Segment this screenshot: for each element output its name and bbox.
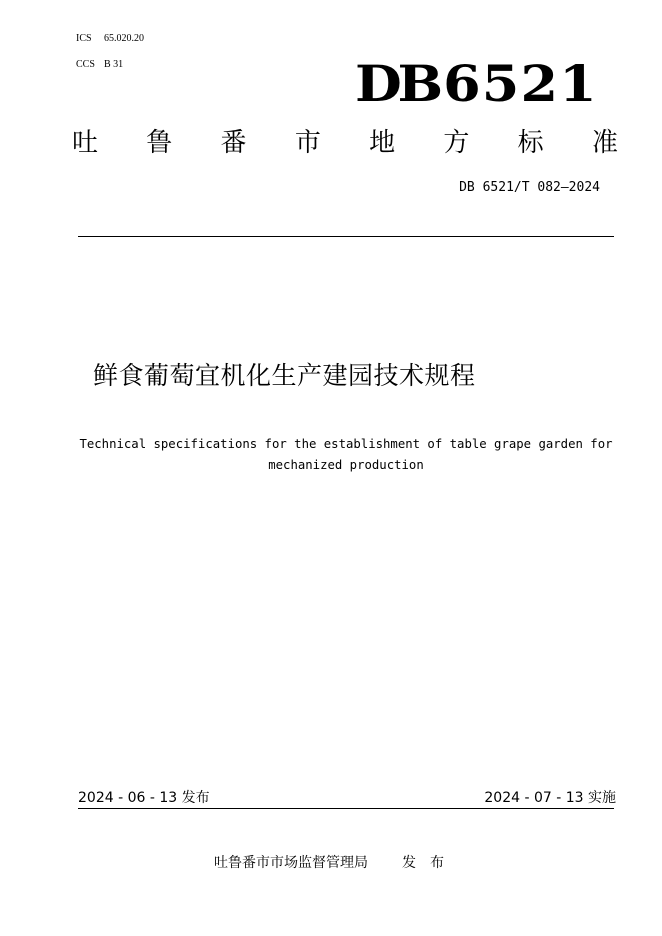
ccs-value: B 31 (104, 59, 124, 70)
publisher (214, 853, 458, 873)
publisher-action: 发布 (402, 855, 458, 871)
db-logo (355, 56, 598, 112)
standard-type-char: 市 (294, 128, 321, 158)
header-divider (78, 236, 614, 237)
ccs-code (76, 58, 123, 72)
publisher-name: 吐鲁番市市场监督管理局 (214, 855, 368, 871)
standard-type-char: 鲁 (146, 128, 173, 158)
logo-number: 6521 (443, 54, 598, 113)
standard-type-char: 方 (443, 128, 470, 158)
title-english-line: mechanized production (268, 458, 424, 472)
title-chinese: 鲜食葡萄宜机化生产建园技术规程 (93, 361, 476, 390)
title-english (70, 434, 622, 476)
standard-type-char: 准 (591, 128, 618, 158)
logo-db: DB (355, 54, 439, 113)
ics-label: ICS (76, 33, 92, 44)
standard-type-char: 地 (369, 128, 396, 158)
ics-code (76, 32, 144, 46)
standard-type-char: 番 (220, 128, 247, 158)
title-english-line: Technical specifications for the establishment of table grape garden for (79, 437, 613, 451)
footer-divider (78, 808, 614, 809)
ccs-label: CCS (76, 59, 95, 70)
standard-type-char: 吐 (71, 128, 98, 158)
standard-number: DB 6521/T 082—2024 (459, 180, 600, 195)
issue-date: 2024 - 06 - 13 发布 (78, 790, 210, 806)
implementation-date: 2024 - 07 - 13 实施 (484, 790, 616, 806)
standard-type-char: 标 (517, 128, 544, 158)
standard-type-heading (70, 126, 620, 160)
ics-value: 65.020.20 (104, 33, 144, 44)
